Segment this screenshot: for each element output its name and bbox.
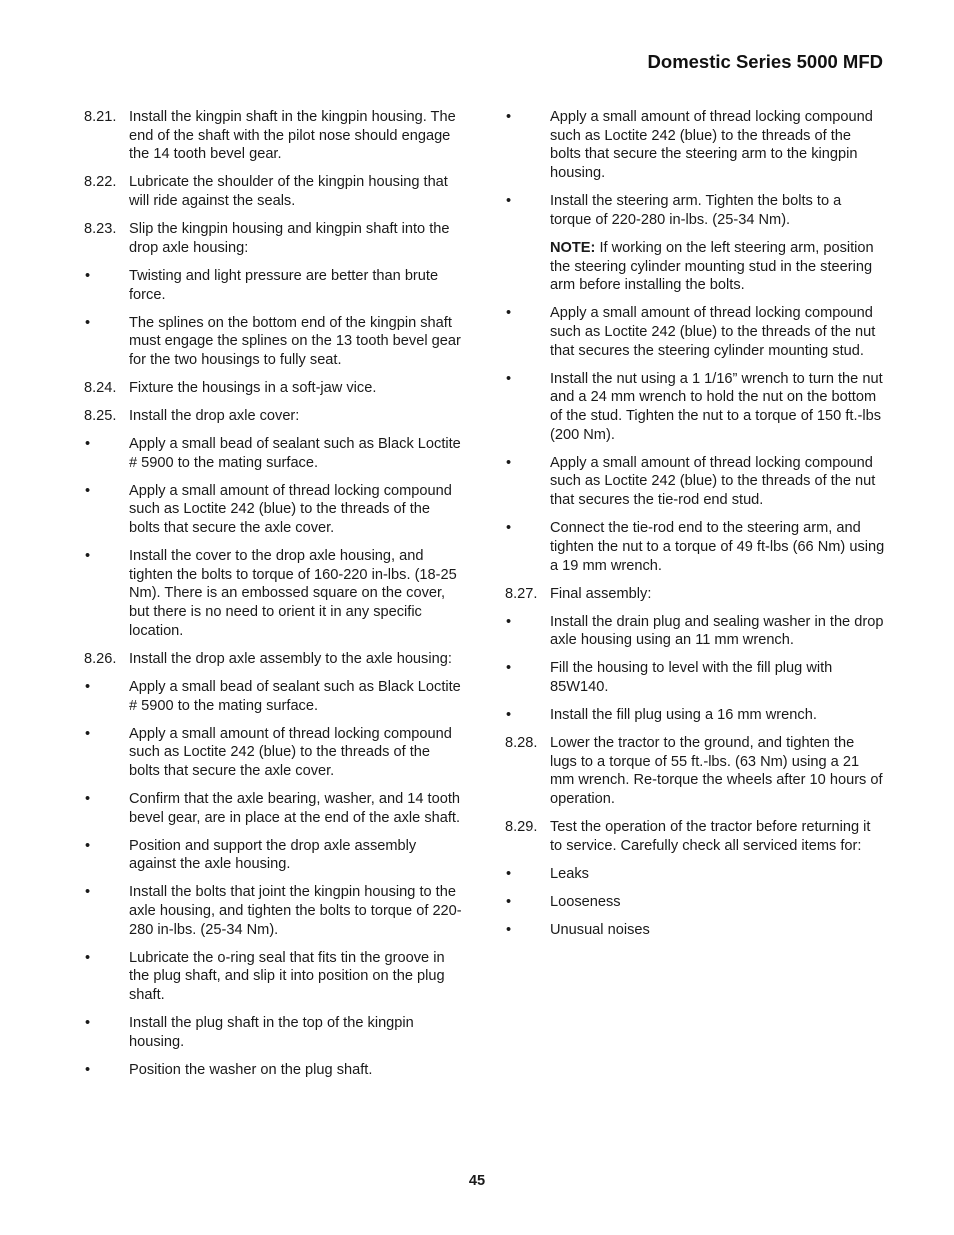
bullet-marker: • bbox=[506, 893, 512, 910]
step-number: 8.22. bbox=[84, 174, 117, 191]
bullet-item bbox=[505, 659, 885, 696]
bullet-item bbox=[505, 865, 885, 884]
bullet-item bbox=[505, 706, 885, 725]
step-8-21 bbox=[84, 108, 464, 164]
bullet-item bbox=[505, 370, 885, 445]
bullet-item bbox=[84, 547, 464, 641]
bullet-item bbox=[84, 482, 464, 538]
bullet-text: Install the steering arm. Tighten the bolts to a torque of 220-280 in-lbs. (25-34 Nm). bbox=[550, 193, 842, 228]
step-8-26 bbox=[84, 650, 464, 669]
bullet-text: Apply a small amount of thread locking compound such as Loctite 242 (blue) to the threads of the bolts that secure the axle cover. bbox=[129, 482, 452, 537]
bullet-item bbox=[84, 435, 464, 472]
step-number: 8.24. bbox=[84, 379, 117, 396]
bullet-marker: • bbox=[85, 884, 91, 901]
bullet-marker: • bbox=[506, 370, 512, 387]
bullet-text: The splines on the bottom end of the kingpin shaft must engage the splines on the 13 tooth bevel gear for the two housings to fully seat. bbox=[129, 314, 461, 368]
bullet-item bbox=[84, 314, 464, 370]
step-8-23 bbox=[84, 220, 464, 257]
step-text: Lower the tractor to the ground, and tighten the lugs to a torque of 55 ft.-lbs. (63 Nm) using a 21 mm wrench. Re-torque the wheels after 10 hours of operation. bbox=[550, 734, 883, 808]
bullet-text: Install the plug shaft in the top of the kingpin housing. bbox=[129, 1015, 414, 1050]
step-number: 8.27. bbox=[505, 585, 538, 602]
step-8-24 bbox=[84, 379, 464, 398]
bullet-marker: • bbox=[506, 613, 512, 630]
step-8-27 bbox=[505, 585, 885, 604]
bullet-text: Confirm that the axle bearing, washer, and 14 tooth bevel gear, are in place at the end of the axle shaft. bbox=[129, 790, 461, 826]
bullet-marker: • bbox=[506, 865, 512, 882]
bullet-text: Fill the housing to level with the fill plug with 85W140. bbox=[550, 660, 833, 695]
bullet-marker: • bbox=[506, 921, 512, 938]
bullet-marker: • bbox=[506, 193, 512, 210]
bullet-text: Apply a small amount of thread locking compound such as Loctite 242 (blue) to the threads of the nut that secures the tie-rod end stud. bbox=[550, 454, 876, 509]
bullet-marker: • bbox=[85, 678, 91, 695]
step-text: Lubricate the shoulder of the kingpin housing that will ride against the seals. bbox=[129, 174, 448, 210]
step-number: 8.23. bbox=[84, 221, 117, 238]
step-8-22 bbox=[84, 173, 464, 210]
right-column bbox=[505, 108, 885, 949]
bullet-text: Install the bolts that joint the kingpin housing to the axle housing, and tighten the bolts to torque of 220-280 in-lbs. (25-34 Nm). bbox=[129, 884, 462, 938]
bullet-text: Twisting and light pressure are better than brute force. bbox=[129, 267, 439, 303]
step-text: Install the drop axle cover: bbox=[129, 407, 300, 424]
step-text: Slip the kingpin housing and kingpin shaft into the drop axle housing: bbox=[129, 221, 450, 256]
bullet-marker: • bbox=[85, 790, 91, 807]
bullet-item bbox=[84, 267, 464, 304]
bullet-text: Install the fill plug using a 16 mm wrench. bbox=[550, 706, 817, 723]
bullet-text: Unusual noises bbox=[550, 921, 650, 938]
note-paragraph bbox=[505, 239, 885, 295]
bullet-marker: • bbox=[85, 1015, 91, 1032]
bullet-marker: • bbox=[85, 548, 91, 565]
left-column bbox=[84, 108, 464, 1089]
bullet-marker: • bbox=[85, 482, 91, 499]
step-number: 8.21. bbox=[84, 109, 117, 125]
bullet-text: Install the drain plug and sealing washer in the drop axle housing using an 11 mm wrench. bbox=[550, 613, 884, 649]
bullet-marker: • bbox=[85, 435, 91, 452]
step-number: 8.28. bbox=[505, 734, 538, 751]
note-label: NOTE: bbox=[550, 239, 596, 256]
bullet-item bbox=[505, 192, 885, 229]
bullet-item bbox=[84, 725, 464, 781]
step-text: Test the operation of the tractor before returning it to service. Carefully check all serviced items for: bbox=[550, 819, 871, 854]
step-number: 8.25. bbox=[84, 407, 117, 424]
bullet-text: Install the nut using a 1 1/16” wrench to turn the nut and a 24 mm wrench to hold the nut on the bottom of the stud. Tighten the nut to a torque of 150 ft.-lbs (200 Nm). bbox=[550, 370, 883, 443]
page-title: Domestic Series 5000 MFD bbox=[647, 51, 883, 72]
bullet-marker: • bbox=[506, 109, 512, 125]
bullet-item bbox=[505, 613, 885, 650]
bullet-text: Looseness bbox=[550, 893, 621, 910]
bullet-text: Position and support the drop axle assembly against the axle housing. bbox=[129, 837, 417, 873]
bullet-item bbox=[505, 921, 885, 940]
bullet-text: Position the washer on the plug shaft. bbox=[129, 1061, 373, 1078]
bullet-marker: • bbox=[85, 314, 91, 331]
bullet-text: Lubricate the o-ring seal that fits tin the groove in the plug shaft, and slip it into position on the plug shaft. bbox=[129, 949, 445, 1004]
bullet-marker: • bbox=[85, 725, 91, 742]
bullet-marker: • bbox=[85, 949, 91, 966]
step-number: 8.26. bbox=[84, 650, 117, 667]
bullet-item bbox=[505, 454, 885, 510]
bullet-marker: • bbox=[506, 660, 512, 677]
bullet-item bbox=[84, 1061, 464, 1080]
bullet-item bbox=[84, 678, 464, 715]
step-number: 8.29. bbox=[505, 819, 538, 836]
bullet-item bbox=[505, 893, 885, 912]
bullet-item bbox=[84, 837, 464, 874]
bullet-text: Connect the tie-rod end to the steering arm, and tighten the nut to a torque of 49 ft-lbs (66 Nm) using a 19 mm wrench. bbox=[550, 520, 885, 574]
step-text: Final assembly: bbox=[550, 585, 652, 602]
bullet-marker: • bbox=[506, 706, 512, 723]
bullet-text: Apply a small bead of sealant such as Black Loctite # 5900 to the mating surface. bbox=[129, 678, 461, 714]
bullet-item bbox=[84, 1014, 464, 1051]
bullet-item bbox=[84, 949, 464, 1005]
bullet-text: Apply a small bead of sealant such as Black Loctite # 5900 to the mating surface. bbox=[129, 435, 461, 471]
bullet-text: Apply a small amount of thread locking compound such as Loctite 242 (blue) to the threads of the bolts that secure the axle cover. bbox=[129, 725, 452, 779]
page-number: 45 bbox=[468, 1173, 486, 1189]
bullet-item bbox=[505, 108, 885, 183]
bullet-marker: • bbox=[506, 454, 512, 471]
bullet-marker: • bbox=[85, 1061, 91, 1078]
step-text: Install the kingpin shaft in the kingpin housing. The end of the shaft with the pilot nose should engage the 14 tooth bevel gear. bbox=[129, 109, 456, 163]
bullet-item bbox=[84, 790, 464, 827]
bullet-marker: • bbox=[506, 305, 512, 322]
bullet-text: Apply a small amount of thread locking compound such as Loctite 242 (blue) to the threads of the nut that secures the steering cylinder mounting stud. bbox=[550, 305, 876, 359]
note-text: If working on the left steering arm, position the steering cylinder mounting stud in the steering arm before installing the bolts. bbox=[550, 239, 874, 294]
step-8-29 bbox=[505, 818, 885, 855]
bullet-text: Apply a small amount of thread locking compound such as Loctite 242 (blue) to the threads of the bolts that secure the steering arm to the kingpin housing. bbox=[550, 109, 873, 182]
step-8-25 bbox=[84, 407, 464, 426]
bullet-item bbox=[505, 519, 885, 575]
bullet-marker: • bbox=[85, 837, 91, 854]
step-text: Install the drop axle assembly to the axle housing: bbox=[129, 650, 452, 667]
bullet-item bbox=[505, 304, 885, 360]
bullet-text: Install the cover to the drop axle housing, and tighten the bolts to torque of 160-220 in-lbs. (18-25 Nm). There is an embossed square on the cover, but there is no need to orient it in any specific location. bbox=[129, 548, 457, 639]
step-text: Fixture the housings in a soft-jaw vice. bbox=[129, 379, 377, 396]
bullet-text: Leaks bbox=[550, 865, 589, 882]
bullet-marker: • bbox=[85, 267, 91, 284]
bullet-marker: • bbox=[506, 520, 512, 537]
step-8-28 bbox=[505, 734, 885, 809]
bullet-item bbox=[84, 883, 464, 939]
